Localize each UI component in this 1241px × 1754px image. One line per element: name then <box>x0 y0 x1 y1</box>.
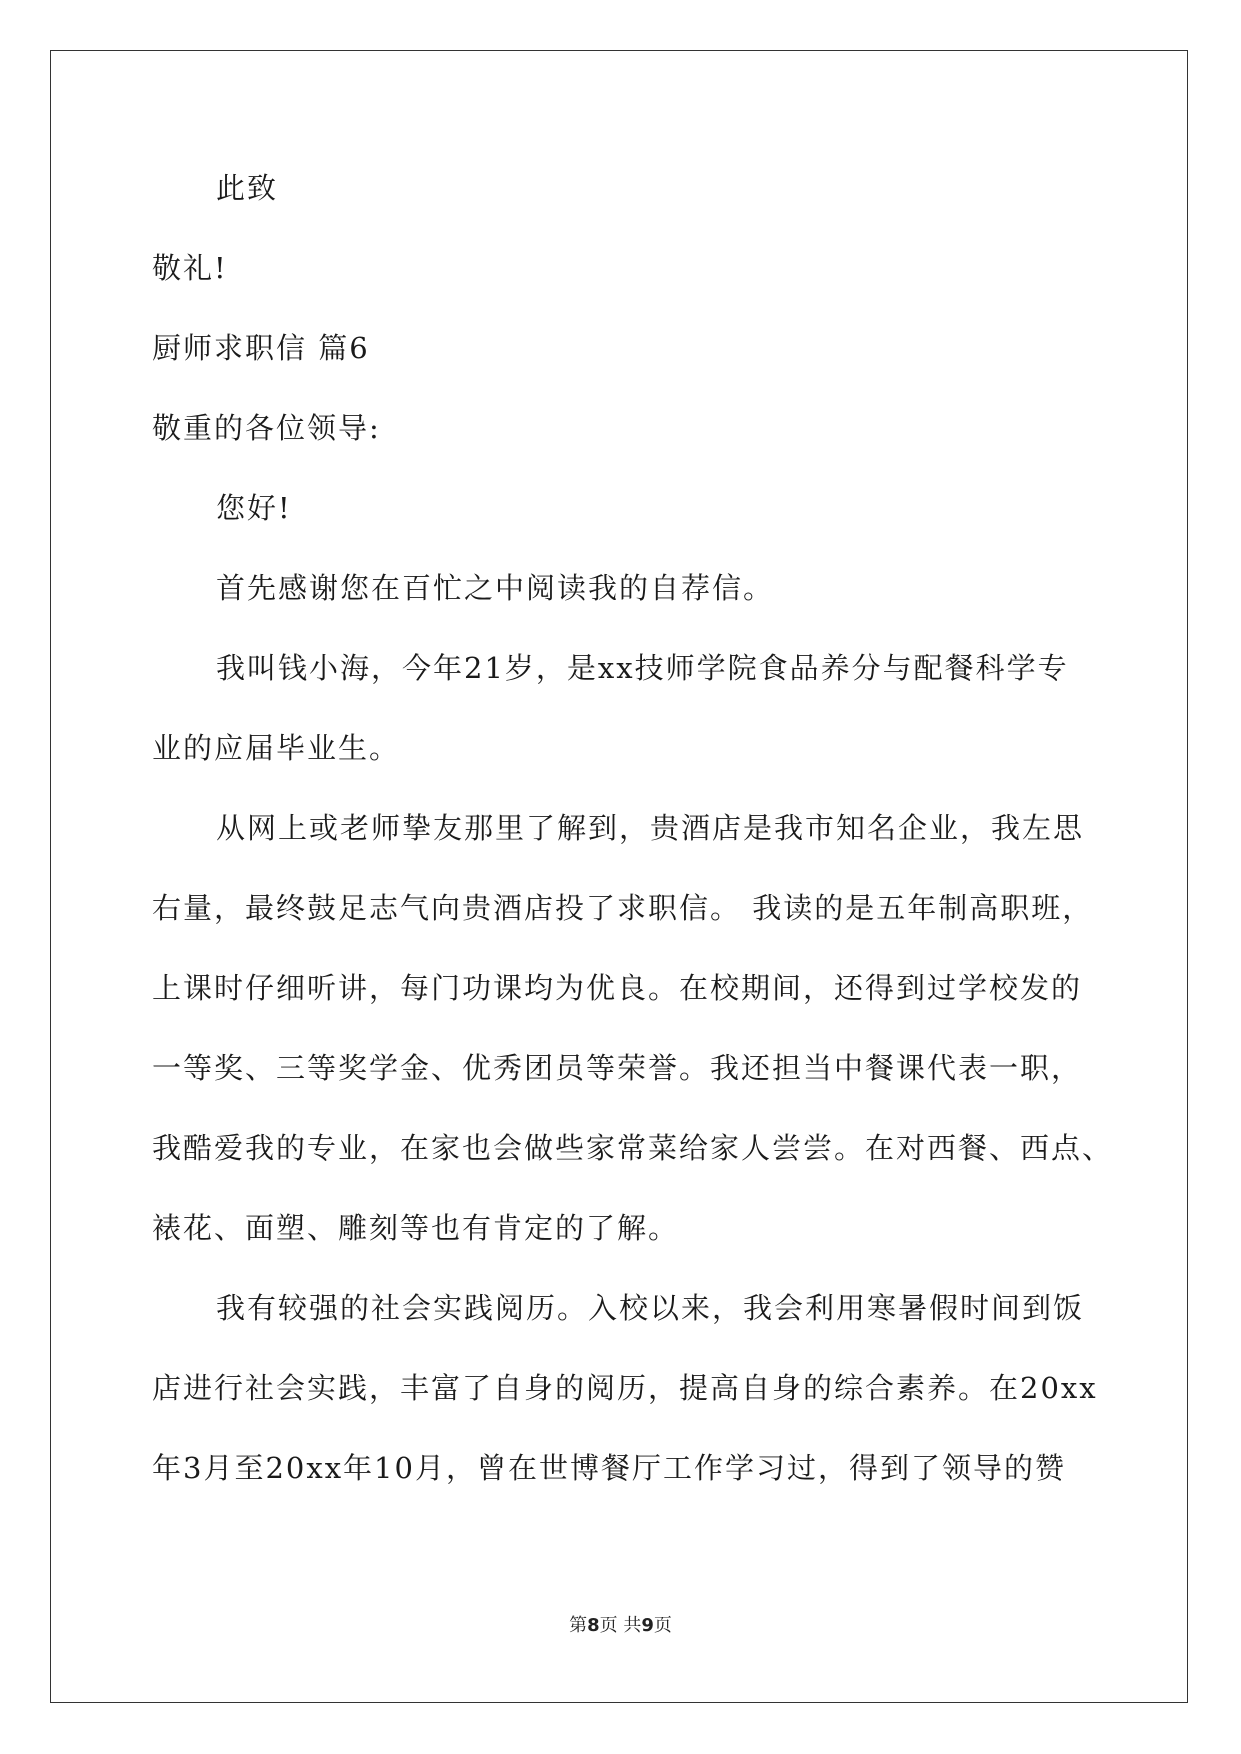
page-prefix: 第 <box>569 1615 588 1636</box>
greeting-line: 您好! <box>216 491 292 525</box>
closing-line: 此致 <box>216 171 279 205</box>
page-current-number: 8 <box>587 1615 600 1636</box>
page-footer <box>0 1614 1241 1638</box>
page-mid: 页 共 <box>599 1615 642 1636</box>
paragraph-line: 一等奖、三等奖学金、优秀团员等荣誉。我还担当中餐课代表一职， <box>152 1051 1083 1085</box>
page-suffix: 页 <box>653 1615 672 1636</box>
paragraph-line: 上课时仔细听讲，每门功课均为优良。在校期间，还得到过学校发的 <box>152 971 1083 1005</box>
paragraph-line: 裱花、面塑、雕刻等也有肯定的了解。 <box>152 1211 680 1245</box>
salutation-line: 敬礼! <box>152 251 228 285</box>
paragraph-line: 业的应届毕业生。 <box>152 731 401 765</box>
section-heading: 厨师求职信 篇6 <box>152 331 370 365</box>
page-total-number: 9 <box>641 1615 654 1636</box>
paragraph-line: 年3月至20xx年10月，曾在世博餐厅工作学习过，得到了领导的赞 <box>152 1451 1066 1485</box>
paragraph-line: 首先感谢您在百忙之中阅读我的自荐信。 <box>216 571 775 605</box>
paragraph-line: 店进行社会实践，丰富了自身的阅历，提高自身的综合素养。在20xx <box>152 1371 1098 1405</box>
paragraph-line: 我叫钱小海，今年21岁，是xx技师学院食品养分与配餐科学专 <box>216 651 1069 685</box>
paragraph-line: 我有较强的社会实践阅历。入校以来，我会利用寒暑假时间到饭 <box>216 1291 1085 1325</box>
paragraph-line: 我酷爱我的专业，在家也会做些家常菜给家人尝尝。在对西餐、西点、 <box>152 1131 1114 1165</box>
greeting-recipient: 敬重的各位领导: <box>152 411 381 445</box>
paragraph-line: 右量，最终鼓足志气向贵酒店投了求职信。 我读的是五年制高职班， <box>152 891 1094 925</box>
paragraph-line: 从网上或老师挚友那里了解到，贵酒店是我市知名企业，我左思 <box>216 811 1085 845</box>
